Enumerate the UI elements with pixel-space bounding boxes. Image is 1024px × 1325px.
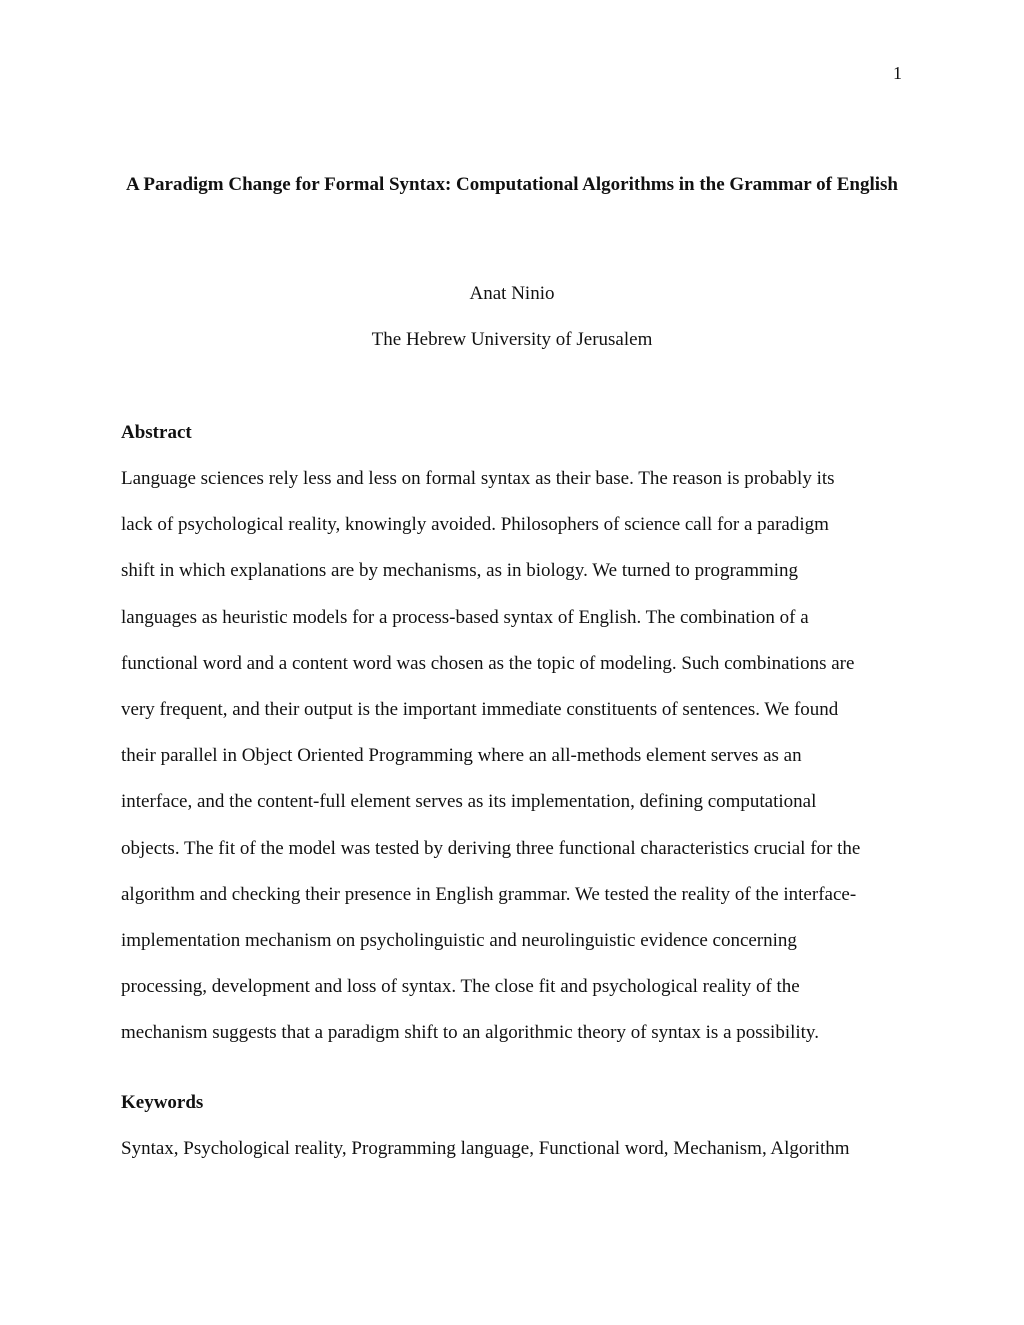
abstract-line: mechanism suggests that a paradigm shift to an algorithmic theory of syntax is a possibility. <box>121 1022 819 1044</box>
author-name: Anat Ninio <box>469 283 555 304</box>
abstract-line: algorithm and checking their presence in English grammar. We tested the reality of the interface- <box>121 883 857 905</box>
abstract-line: Language sciences rely less and less on formal syntax as their base. The reason is probably its <box>121 468 835 489</box>
abstract-line: shift in which explanations are by mechanisms, as in biology. We turned to programming <box>121 560 799 582</box>
abstract-body <box>121 456 911 1057</box>
page-number: 1 <box>893 63 902 83</box>
abstract-line: languages as heuristic models for a process-based syntax of English. The combination of a <box>121 606 809 628</box>
abstract-line: very frequent, and their output is the important immediate constituents of sentences. We found <box>121 699 839 721</box>
abstract-line: functional word and a content word was chosen as the topic of modeling. Such combinations are <box>121 652 855 674</box>
abstract-line: implementation mechanism on psycholinguistic and neurolinguistic evidence concerning <box>121 930 797 952</box>
keywords-text: Syntax, Psychological reality, Programming language, Functional word, Mechanism, Algorithm <box>121 1138 850 1159</box>
paper-title: A Paradigm Change for Formal Syntax: Computational Algorithms in the Grammar of English <box>126 174 898 195</box>
abstract-line: their parallel in Object Oriented Programming where an all-methods element serves as an <box>121 745 802 767</box>
author-affiliation: The Hebrew University of Jerusalem <box>371 329 653 350</box>
keywords-heading: Keywords <box>121 1092 204 1113</box>
abstract-heading: Abstract <box>121 422 192 443</box>
abstract-line: lack of psychological reality, knowingly avoided. Philosophers of science call for a paradigm <box>121 514 829 536</box>
abstract-line: processing, development and loss of syntax. The close fit and psychological reality of the <box>121 976 800 998</box>
abstract-line: interface, and the content-full element serves as its implementation, defining computational <box>121 791 817 813</box>
abstract-line: objects. The fit of the model was tested by deriving three functional characteristics crucial for the <box>121 837 861 859</box>
